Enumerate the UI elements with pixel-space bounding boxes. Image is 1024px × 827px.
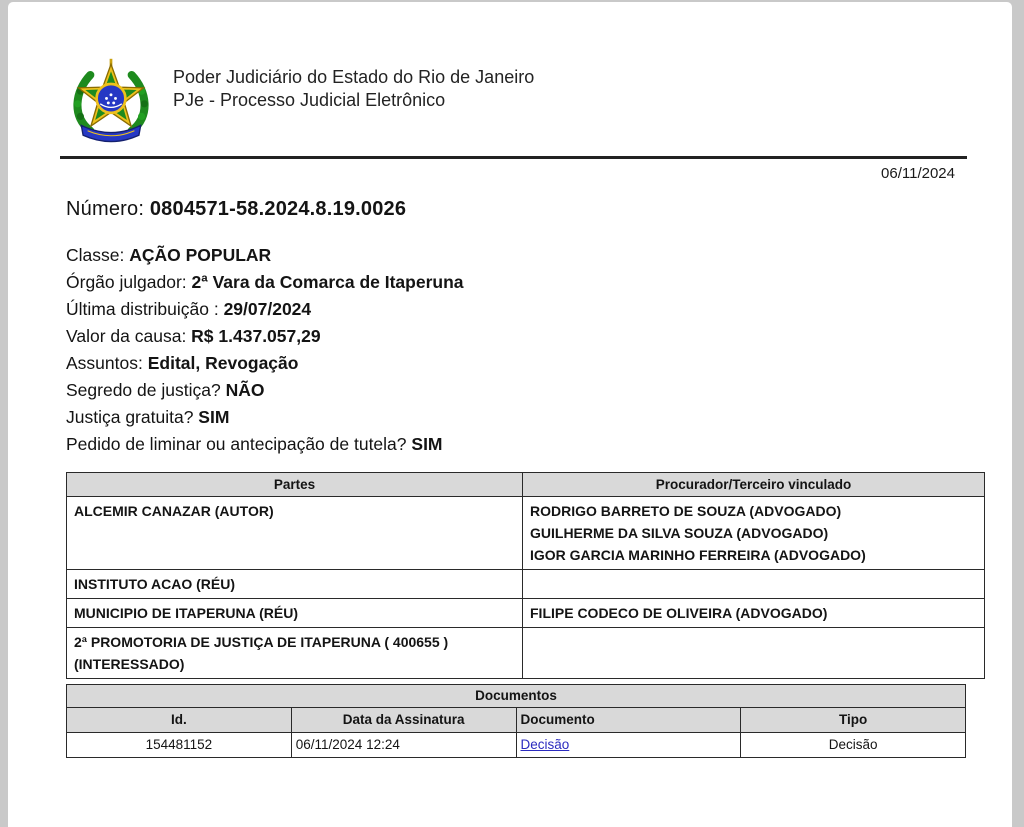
detail-pedido-liminar: Pedido de liminar ou antecipação de tutela? SIM	[66, 434, 443, 454]
representative: GUILHERME DA SILVA SOUZA (ADVOGADO)	[530, 525, 829, 541]
representatives-cell	[523, 628, 985, 679]
party-cell: INSTITUTO ACAO (RÉU)	[67, 570, 523, 599]
documents-header-documento: Documento	[516, 708, 741, 733]
document-link-cell	[516, 733, 741, 758]
parties-header-partes: Partes	[67, 473, 523, 497]
header-divider	[60, 156, 967, 159]
document-date-cell: 06/11/2024 12:24	[291, 733, 516, 758]
header-title-line2: PJe - Processo Judicial Eletrônico	[173, 90, 446, 110]
document-tipo-cell: Decisão	[741, 733, 966, 758]
table-row	[67, 628, 985, 679]
documento-link[interactable]: Decisão	[520, 737, 570, 752]
documents-header-id: Id.	[67, 708, 292, 733]
detail-segredo-justica: Segredo de justiça? NÃO	[66, 380, 265, 400]
representatives-cell	[523, 570, 985, 599]
representative: IGOR GARCIA MARINHO FERREIRA (ADVOGADO)	[530, 547, 866, 563]
detail-justica-gratuita: Justiça gratuita? SIM	[66, 407, 230, 427]
detail-assuntos: Assuntos: Edital, Revogação	[66, 353, 299, 373]
documents-caption: Documentos	[67, 685, 966, 708]
representative: FILIPE CODECO DE OLIVEIRA (ADVOGADO)	[530, 605, 828, 621]
parties-table	[66, 472, 985, 679]
case-details	[66, 242, 966, 458]
document-id-cell: 154481152	[67, 733, 292, 758]
party-cell: ALCEMIR CANAZAR (AUTOR)	[67, 497, 523, 570]
brasao-da-republica-icon	[66, 56, 156, 148]
table-row	[67, 733, 966, 758]
table-row	[67, 599, 985, 628]
party-cell: 2ª PROMOTORIA DE JUSTIÇA DE ITAPERUNA ( 400655 ) (INTERESSADO)	[67, 628, 523, 679]
process-number-value: 0804571-58.2024.8.19.0026	[149, 198, 407, 220]
process-number-line	[66, 198, 966, 221]
document-header	[66, 56, 966, 148]
detail-classe: Classe: AÇÃO POPULAR	[66, 245, 272, 265]
documents-caption-row	[67, 685, 966, 708]
process-number-label: Número:	[66, 198, 150, 220]
parties-table-header-row	[67, 473, 985, 497]
table-row	[67, 570, 985, 599]
representatives-cell	[523, 497, 985, 570]
header-titles	[173, 56, 534, 112]
documents-header-row	[67, 708, 966, 733]
party-cell: MUNICIPIO DE ITAPERUNA (RÉU)	[67, 599, 523, 628]
documents-header-tipo: Tipo	[741, 708, 966, 733]
header-title-line1: Poder Judiciário do Estado do Rio de Janeiro	[173, 67, 535, 87]
detail-ultima-distribuicao: Última distribuição : 29/07/2024	[66, 299, 312, 319]
documents-table	[66, 684, 966, 758]
detail-orgao-julgador: Órgão julgador: 2ª Vara da Comarca de Itaperuna	[66, 272, 464, 292]
detail-valor-da-causa: Valor da causa: R$ 1.437.057,29	[66, 326, 321, 346]
documents-header-data-assinatura: Data da Assinatura	[291, 708, 516, 733]
representatives-cell	[523, 599, 985, 628]
representative: RODRIGO BARRETO DE SOUZA (ADVOGADO)	[530, 503, 842, 519]
parties-header-procurador: Procurador/Terceiro vinculado	[523, 473, 985, 497]
table-row	[67, 497, 985, 570]
document-page	[8, 2, 1012, 827]
print-date: 06/11/2024	[881, 165, 955, 182]
